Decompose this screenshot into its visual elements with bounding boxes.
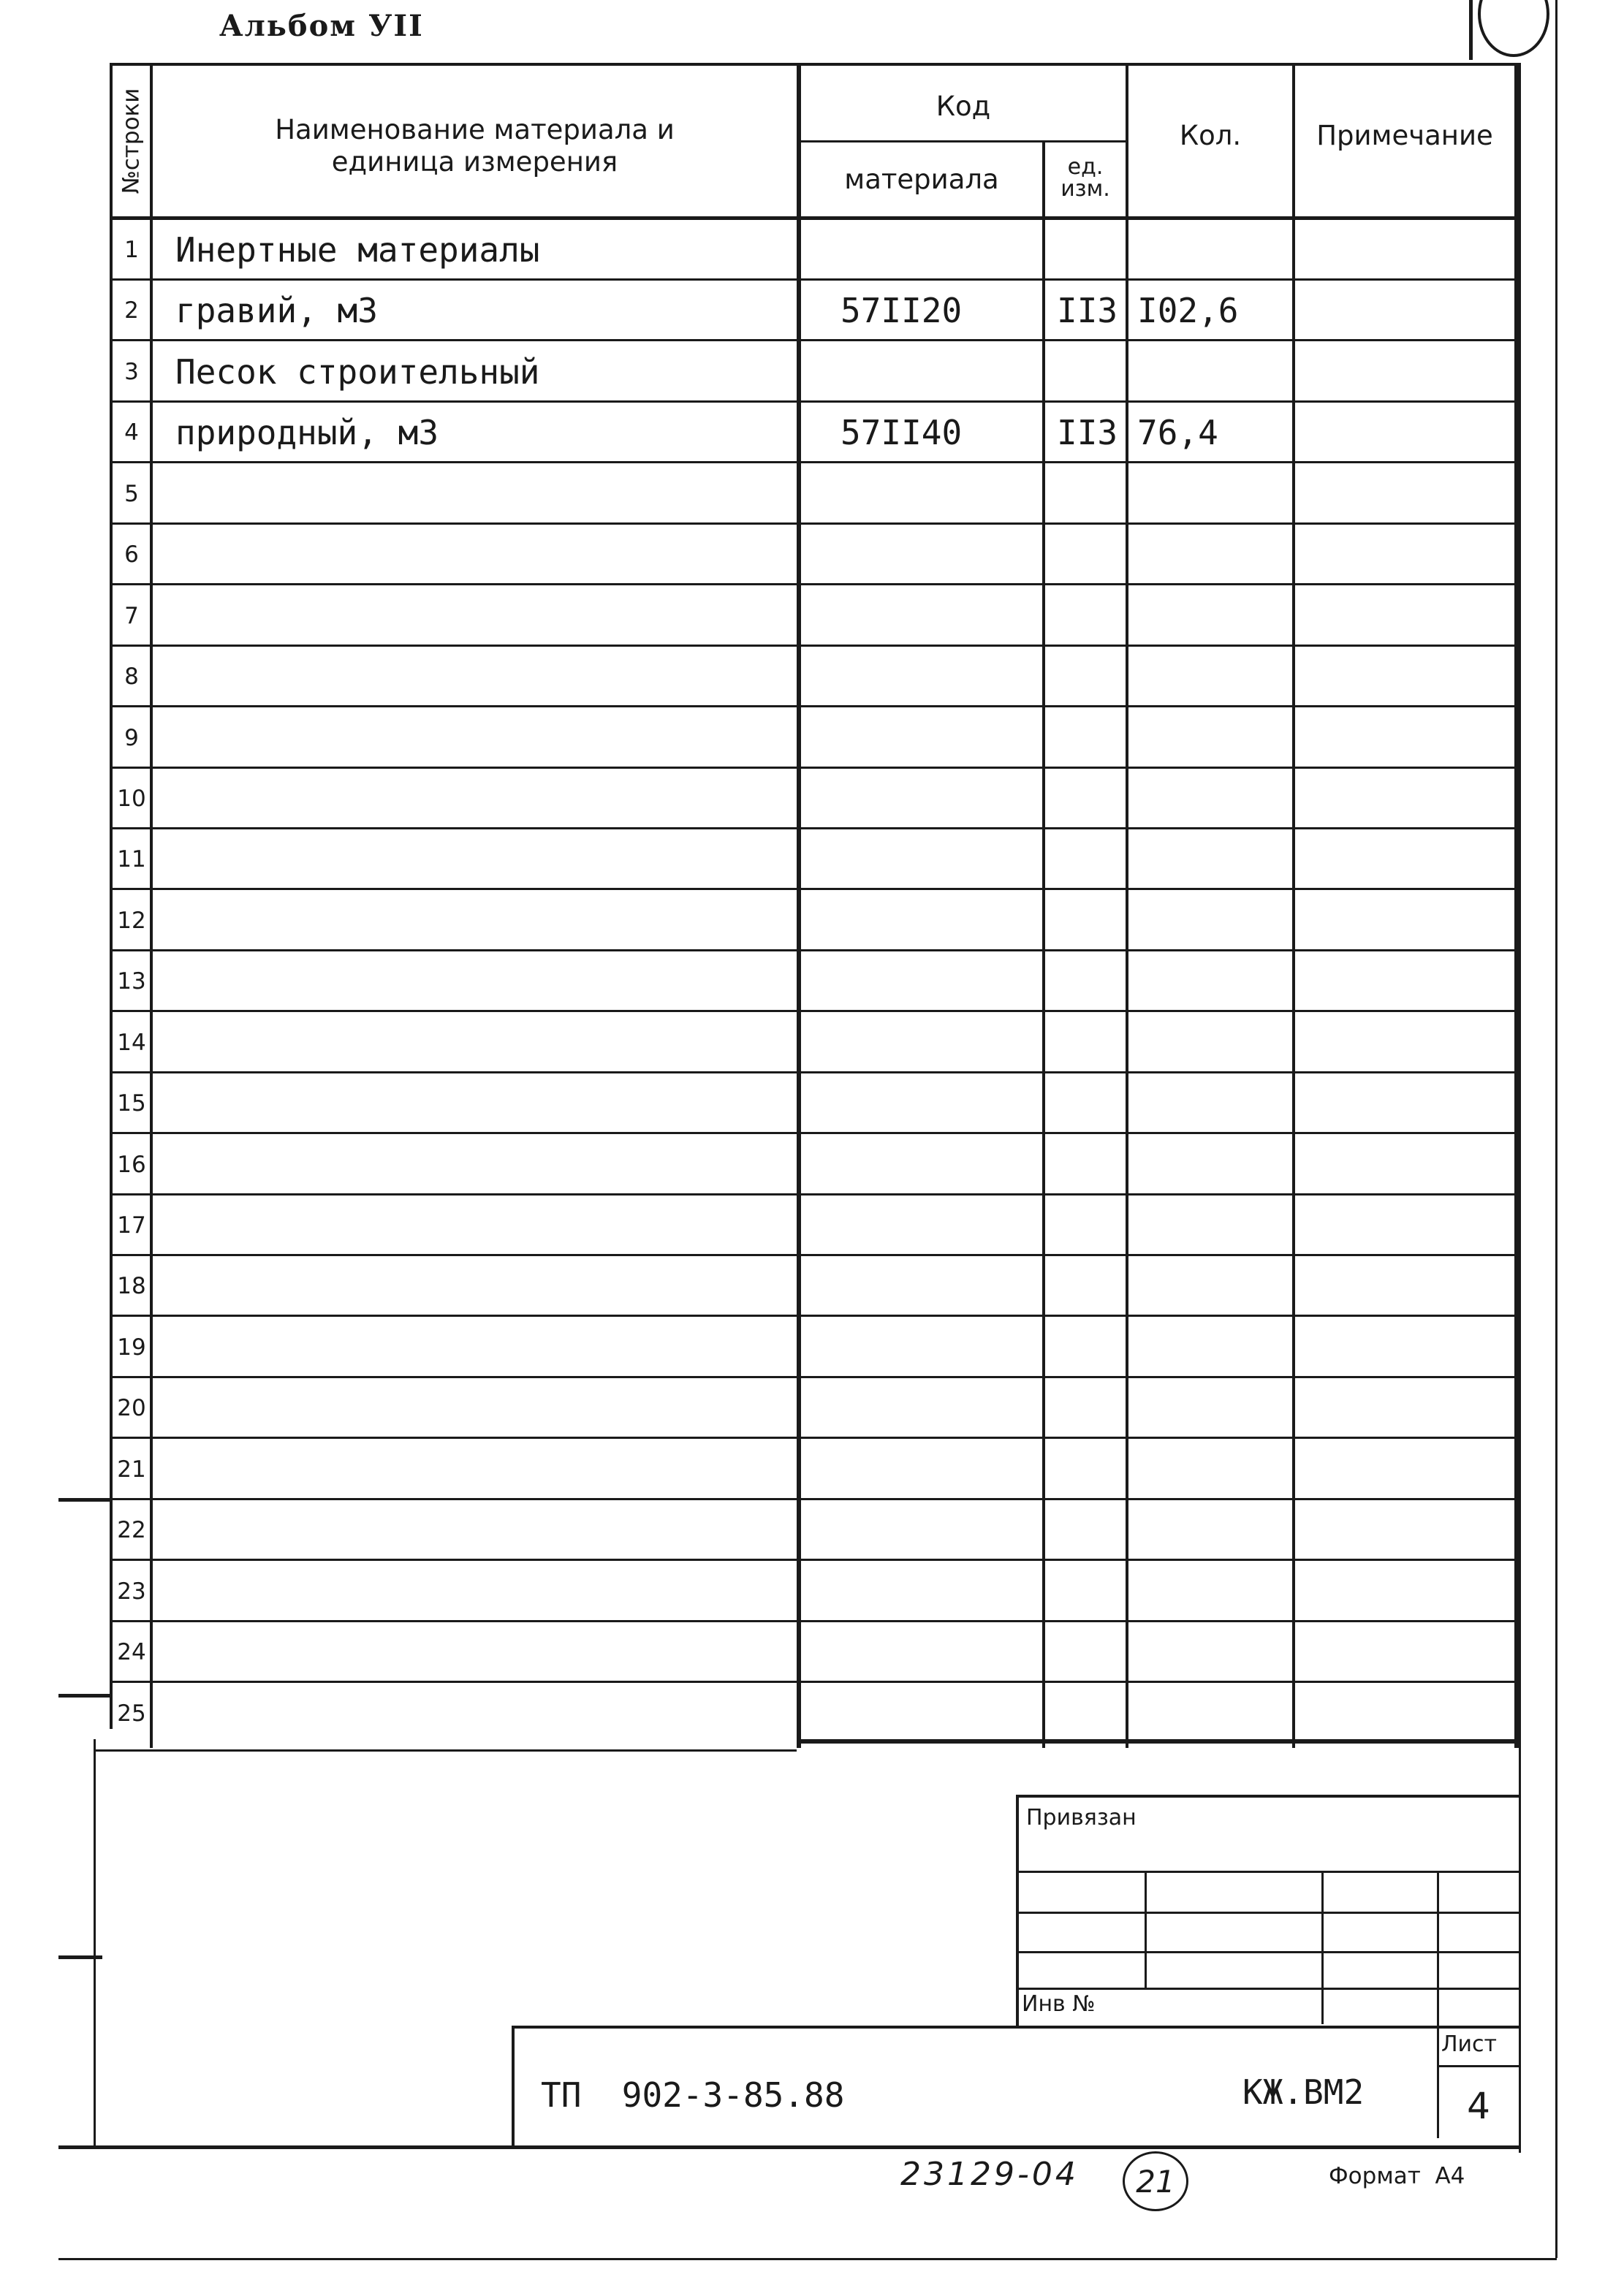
sheet-label: Лист <box>1441 2031 1498 2057</box>
table-row <box>0 1012 1605 1073</box>
table-row <box>0 1134 1605 1195</box>
table-row <box>0 1683 1605 1744</box>
table-row <box>0 463 1605 524</box>
handwritten-number: 23129-04 <box>900 2156 1079 2193</box>
row-number: 20 <box>117 1394 146 1421</box>
table-row <box>0 707 1605 768</box>
table-row <box>0 585 1605 646</box>
row-quantity: 76,4 <box>1137 412 1218 452</box>
row-number: 12 <box>117 907 146 934</box>
table-row <box>0 1377 1605 1438</box>
row-number: 9 <box>124 724 139 751</box>
table-row <box>0 524 1605 585</box>
sheet-number: 4 <box>1467 2085 1490 2127</box>
corner-circle-mark <box>1478 0 1549 57</box>
row-material-name: Песок строительный <box>175 351 540 392</box>
document-code: ТП 902-3-85.88 <box>541 2075 845 2115</box>
row-number: 7 <box>124 602 139 629</box>
bound-to-label: Привязан <box>1026 1805 1137 1831</box>
row-material-name: природный, м3 <box>175 412 439 452</box>
document-mark: КЖ.ВМ2 <box>1242 2072 1365 2112</box>
row-number: 14 <box>117 1029 146 1056</box>
row-number: 11 <box>117 845 146 873</box>
row-number: 22 <box>117 1516 146 1543</box>
row-number: 16 <box>117 1151 146 1178</box>
row-number: 13 <box>117 968 146 995</box>
row-number: 4 <box>124 419 139 446</box>
row-number: 3 <box>124 358 139 385</box>
table-row <box>0 1317 1605 1377</box>
row-number: 25 <box>117 1700 146 1727</box>
header-name: Наименование материала и единица измерения <box>275 114 675 178</box>
row-number: 24 <box>117 1638 146 1665</box>
row-number: 1 <box>124 236 139 263</box>
header-note: Примечание <box>1316 119 1493 151</box>
row-unit-code: II3 <box>1057 290 1118 330</box>
row-material-name: гравий, м3 <box>175 290 378 330</box>
table-row <box>0 341 1605 402</box>
table-row <box>0 1195 1605 1255</box>
row-number: 17 <box>117 1212 146 1239</box>
header-code: Код <box>936 90 991 122</box>
table-row <box>0 951 1605 1011</box>
table-row <box>0 1622 1605 1682</box>
table-row <box>0 768 1605 829</box>
table-row <box>0 1073 1605 1133</box>
row-number: 15 <box>117 1090 146 1117</box>
header-qty: Кол. <box>1179 119 1242 151</box>
row-number: 19 <box>117 1334 146 1361</box>
table-row <box>0 829 1605 889</box>
row-unit-code: II3 <box>1057 412 1118 452</box>
table-row <box>0 1561 1605 1622</box>
row-material-name: Инертные материалы <box>175 229 540 270</box>
header-code-material: материала <box>844 163 999 195</box>
table-row <box>0 402 1605 463</box>
row-number: 2 <box>124 297 139 324</box>
table-row <box>0 280 1605 341</box>
table-row <box>0 890 1605 951</box>
inventory-number-label: Инв № <box>1022 1991 1096 2017</box>
circled-page-number: 21 <box>1123 2151 1188 2211</box>
table-row <box>0 646 1605 707</box>
table-row <box>0 1499 1605 1560</box>
row-number: 8 <box>124 663 139 690</box>
row-material-code: 57II40 <box>841 412 963 452</box>
row-number: 10 <box>117 785 146 812</box>
table-row <box>0 219 1605 280</box>
row-number: 5 <box>124 480 139 507</box>
table-row <box>0 1439 1605 1499</box>
header-code-unit: ед. изм. <box>1060 154 1110 202</box>
paper-format: Формат А4 <box>1329 2163 1465 2189</box>
table-row <box>0 1255 1605 1316</box>
header-row-number: №строки <box>118 88 145 194</box>
row-quantity: I02,6 <box>1137 290 1239 330</box>
row-material-code: 57II20 <box>841 290 963 330</box>
row-number: 23 <box>117 1578 146 1605</box>
row-number: 6 <box>124 541 139 568</box>
album-label: Альбом УII <box>219 9 424 43</box>
row-number: 21 <box>117 1456 146 1483</box>
row-number: 18 <box>117 1272 146 1299</box>
